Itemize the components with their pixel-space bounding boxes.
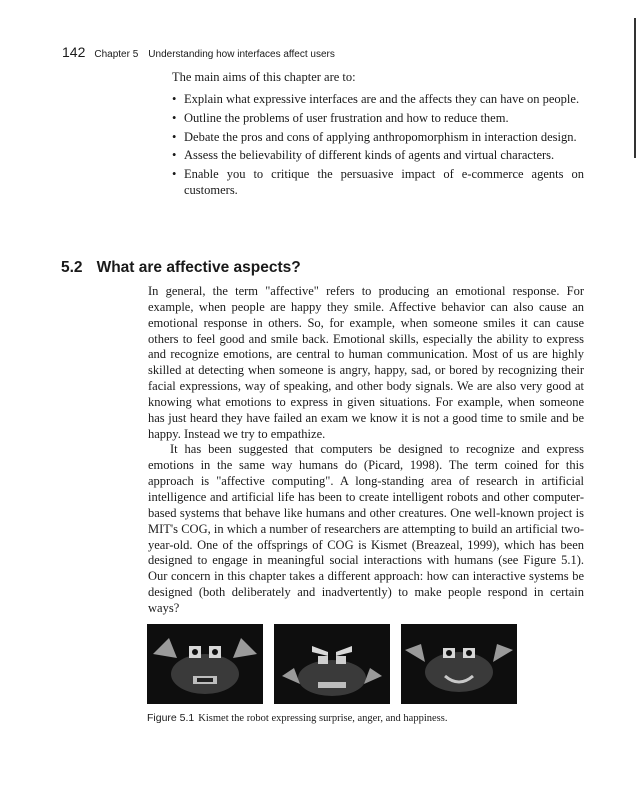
figure-caption (147, 712, 447, 724)
aim-item: • Explain what expressive interfaces are and the affects they can have on people. (172, 92, 584, 108)
section-number: 5.2 (61, 259, 83, 276)
kismet-surprise-photo (147, 624, 263, 704)
page-edge-rule (634, 18, 636, 158)
page-number: 142 (62, 44, 86, 60)
kismet-happiness-photo (401, 624, 517, 704)
section-heading (61, 259, 301, 277)
kismet-anger-photo (274, 624, 390, 704)
figure-caption-text: Kismet the robot expressing surprise, anger, and happiness. (198, 713, 448, 724)
aim-item: • Enable you to critique the persuasive impact of e-commerce agents on customers. (172, 167, 584, 199)
aims-list (172, 92, 584, 202)
figure-kismet (147, 624, 517, 704)
running-head (62, 44, 335, 60)
aim-item: • Debate the pros and cons of applying anthropomorphism in interaction design. (172, 130, 584, 146)
aim-item: • Outline the problems of user frustration and how to reduce them. (172, 111, 584, 127)
section-body (148, 284, 584, 617)
figure-label: Figure 5.1 (147, 712, 195, 724)
chapter-title: Understanding how interfaces affect users (148, 49, 335, 60)
body-paragraph: It has been suggested that computers be designed to recognize and express emotions in the same way humans do (Picard, 1998). The term coined for this approach is "affective computing". A long-standing area of research in artificial intelligence and artificial life has been to create intelligent robots and other computer-based systems that behave like humans and other creatures. One well-known project is MIT's COG, in which a number of researchers are attempting to build an artificial two-year-old. One of the offsprings of COG is Kismet (Breazeal, 1999), which has been designed to engage in meaningful social interactions with humans (see Figure 5.1). Our concern in this chapter takes a different approach: how can interactive systems be designed (both deliberately and inadvertently) to make people respond in certain ways? (148, 442, 584, 615)
aim-item: • Assess the believability of different kinds of agents and virtual characters. (172, 148, 584, 164)
section-title: What are affective aspects? (96, 259, 301, 276)
chapter-label: Chapter 5 (94, 49, 139, 60)
body-paragraph: In general, the term "affective" refers to producing an emotional response. For example, when people are happy they smile. Affective behavior can also cause an emotional response in others. So, for example, when someone smiles it can cause others to feel good and smile back. Emotional skills, especially the ability to express and recognize emotions, are central to human communication. Most of us are highly skilled at detecting when someone is angry, happy, sad, or bored by recognizing their facial expressions, way of speaking, and other body signals. We are also very good at knowing what emotions to express in given situations. For example, when someone has just heard they have failed an exam we know it is not a good time to smile and be happy. Instead we try to empathize. (148, 284, 584, 441)
aims-intro: The main aims of this chapter are to: (172, 70, 356, 84)
